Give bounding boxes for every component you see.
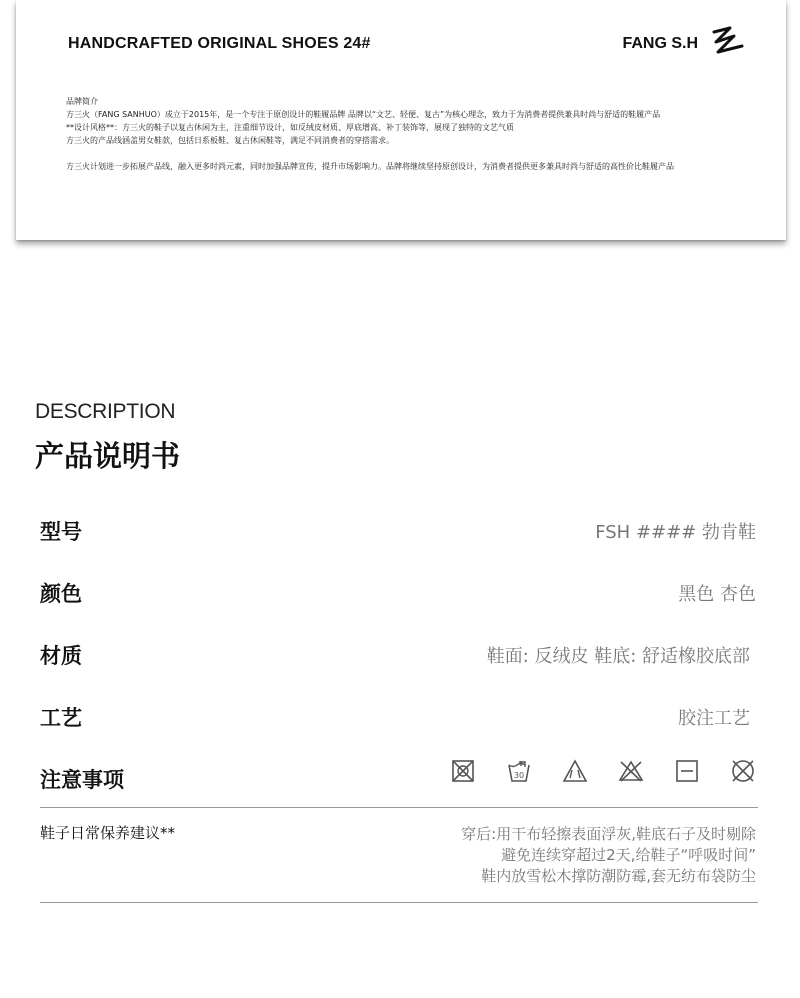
divider: [40, 902, 758, 903]
description-heading-cn: 产品说明书: [35, 439, 181, 473]
brand-logo-icon: [706, 24, 746, 60]
svg-text:30: 30: [513, 771, 525, 780]
spec-row-care: [40, 756, 756, 796]
spec-row-color: [40, 570, 756, 610]
spec-label: 注意事项: [40, 768, 124, 792]
brand-name: FANG S.H: [622, 35, 698, 52]
care-tips-text: [461, 824, 756, 887]
intro-line: 方三火（FANG SANHUO）成立于2015年，是一个专注于原创设计的鞋履品牌 品牌以“文艺、轻便、复古”为核心理念，致力于为消费者提供兼具时尚与舒适的鞋履产品: [66, 110, 661, 119]
description-heading-en: DESCRIPTION: [35, 400, 176, 423]
spec-label: 材质: [40, 644, 82, 668]
divider: [40, 807, 758, 808]
intro-line: 方三火计划进一步拓展产品线，融入更多时尚元素，同时加强品牌宣传，提升市场影响力。品牌将继续坚持原创设计，为消费者提供更多兼具时尚与舒适的高性价比鞋履产品: [66, 162, 674, 171]
brand-intro-card: [16, 0, 786, 240]
spec-value: 鞋面: 反绒皮 鞋底: 舒适橡胶底部: [486, 646, 750, 667]
spec-value: FSH #### 勃肯鞋: [595, 522, 756, 543]
do-not-dry-clean-icon: [730, 758, 756, 784]
card-title: HANDCRAFTED ORIGINAL SHOES 24#: [68, 35, 371, 52]
brand-intro-text: [66, 95, 766, 173]
intro-line: **设计风格**：方三火的鞋子以复古休闲为主，注重细节设计，如反绒皮材质、厚底增高、补丁装饰等，展现了独特的文艺气质: [66, 123, 514, 132]
dry-flat-icon: [674, 758, 700, 784]
intro-line: 方三火的产品线涵盖男女鞋款，包括日系板鞋、复古休闲鞋等，满足不同消费者的穿搭需求。: [66, 136, 394, 145]
spec-label: 工艺: [40, 706, 82, 730]
hand-wash-icon: [506, 758, 532, 784]
care-tip-line: 穿后:用干布轻擦表面浮灰,鞋底石子及时剔除: [461, 825, 756, 843]
spec-label: 颜色: [40, 582, 82, 606]
do-not-bleach-icon: [618, 758, 644, 784]
care-tip-line: 鞋内放雪松木撑防潮防霉,套无纺布袋防尘: [481, 867, 756, 885]
spec-value: 黑色 杏色: [678, 584, 756, 605]
spec-row-material: [40, 632, 756, 672]
spec-row-model: [40, 508, 756, 548]
spec-row-craft: [40, 694, 756, 734]
bleach-triangle-icon: [562, 758, 588, 784]
care-icons: [420, 758, 756, 788]
spec-label: 型号: [40, 520, 82, 544]
intro-line: 品牌简介: [66, 97, 98, 106]
do-not-wash-icon: [450, 758, 476, 784]
care-tips-label: 鞋子日常保养建议**: [40, 824, 176, 842]
care-tip-line: 避免连续穿超过2天,给鞋子“呼吸时间”: [501, 846, 756, 864]
spec-value: 胶注工艺: [678, 708, 750, 729]
